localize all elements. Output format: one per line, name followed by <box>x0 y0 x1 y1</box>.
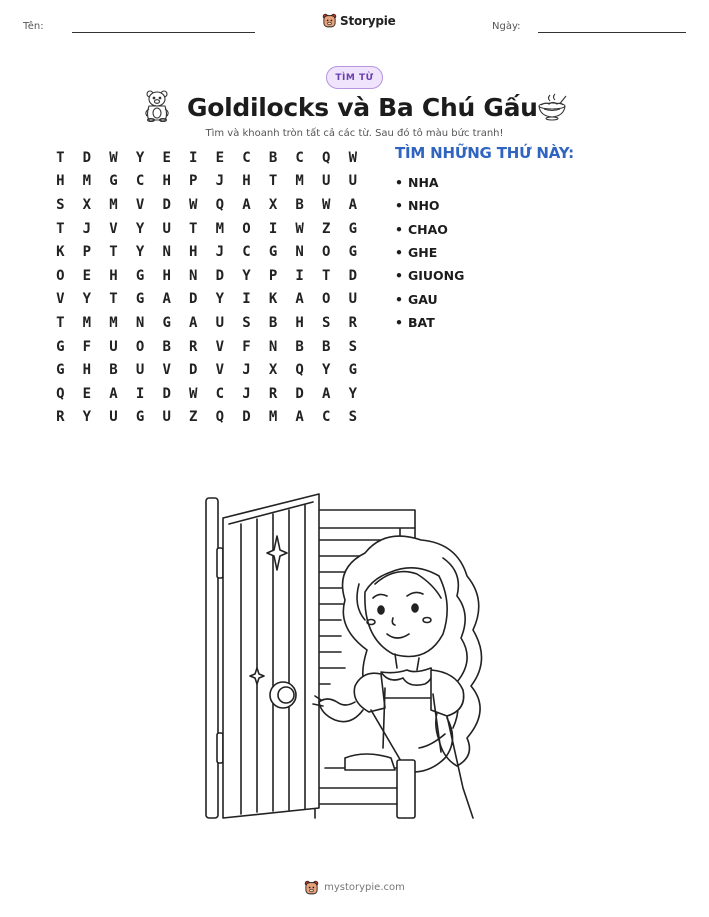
grid-cell[interactable]: X <box>268 362 278 379</box>
grid-cell[interactable]: W <box>189 196 198 213</box>
grid-cell[interactable]: O <box>56 267 65 284</box>
grid-cell[interactable]: C <box>135 173 145 190</box>
grid-cell[interactable]: T <box>268 173 278 190</box>
grid-cell[interactable]: Q <box>56 385 65 402</box>
grid-cell[interactable]: H <box>56 173 65 190</box>
grid-cell[interactable]: E <box>82 385 92 402</box>
grid-cell[interactable]: Q <box>215 196 225 213</box>
grid-cell[interactable]: M <box>215 220 225 237</box>
grid-cell[interactable]: M <box>109 314 118 331</box>
grid-cell[interactable]: V <box>56 291 65 308</box>
grid-cell[interactable]: V <box>215 362 225 379</box>
bullet: • <box>395 175 403 191</box>
grid-cell[interactable]: V <box>109 220 118 237</box>
grid-cell[interactable]: A <box>109 385 118 402</box>
grid-cell[interactable]: S <box>56 196 65 213</box>
girl-opening-door-illustration <box>195 488 515 828</box>
title-row <box>0 89 709 129</box>
word-text: NHO <box>408 198 440 214</box>
grid-cell[interactable]: H <box>242 173 251 190</box>
grid-cell[interactable]: B <box>268 314 278 331</box>
grid-cell[interactable]: W <box>109 149 118 166</box>
grid-cell[interactable]: S <box>242 314 251 331</box>
grid-cell[interactable]: B <box>295 338 304 355</box>
grid-cell[interactable]: J <box>242 362 251 379</box>
grid-cell[interactable]: W <box>295 220 304 237</box>
grid-cell[interactable]: F <box>242 338 251 355</box>
word-list-item <box>395 264 655 287</box>
grid-cell[interactable]: C <box>242 244 251 261</box>
grid-cell[interactable]: U <box>109 338 118 355</box>
name-field-line[interactable] <box>72 32 255 33</box>
grid-cell[interactable]: W <box>322 196 331 213</box>
grid-cell[interactable]: D <box>162 385 171 402</box>
grid-cell[interactable]: A <box>295 409 304 426</box>
grid-cell[interactable]: E <box>215 149 225 166</box>
grid-cell[interactable]: G <box>135 291 145 308</box>
grid-cell[interactable]: M <box>295 173 304 190</box>
word-search-grid[interactable] <box>47 146 366 429</box>
grid-cell[interactable]: X <box>268 196 278 213</box>
grid-cell[interactable]: R <box>268 385 278 402</box>
grid-cell[interactable]: H <box>162 267 171 284</box>
grid-cell[interactable]: N <box>189 267 198 284</box>
word-list-item <box>395 287 655 310</box>
grid-cell[interactable]: R <box>189 338 198 355</box>
grid-cell[interactable]: O <box>242 220 251 237</box>
grid-cell[interactable]: G <box>162 314 171 331</box>
word-list-panel <box>395 144 655 334</box>
grid-cell[interactable]: S <box>322 314 331 331</box>
grid-cell[interactable]: I <box>242 291 251 308</box>
grid-cell[interactable]: N <box>268 338 278 355</box>
page-title: Goldilocks và Ba Chú Gấu <box>187 93 538 122</box>
grid-cell[interactable]: U <box>348 173 358 190</box>
worksheet-type-badge: TÌM TỪ <box>326 66 383 89</box>
grid-cell[interactable]: D <box>348 267 358 284</box>
grid-cell[interactable]: J <box>242 385 251 402</box>
grid-cell[interactable]: Y <box>242 267 251 284</box>
storypie-logo-icon <box>322 13 337 28</box>
grid-cell[interactable]: T <box>322 267 331 284</box>
grid-cell[interactable]: A <box>295 291 304 308</box>
grid-cell[interactable]: H <box>162 173 171 190</box>
grid-cell[interactable]: I <box>268 220 278 237</box>
grid-cell[interactable]: A <box>242 196 251 213</box>
grid-cell[interactable]: H <box>189 244 198 261</box>
grid-cell[interactable]: D <box>189 291 198 308</box>
grid-cell[interactable]: K <box>56 244 65 261</box>
instructions: Tìm và khoanh tròn tất cả các từ. Sau đó tô màu bức tranh! <box>205 128 504 139</box>
grid-cell[interactable]: Y <box>135 244 145 261</box>
grid-cell[interactable]: G <box>135 409 145 426</box>
grid-cell[interactable]: P <box>82 244 92 261</box>
grid-cell[interactable]: I <box>295 267 304 284</box>
grid-cell[interactable]: E <box>82 267 92 284</box>
grid-cell[interactable]: T <box>56 220 65 237</box>
bullet: • <box>395 268 403 284</box>
word-text: GIUONG <box>408 268 465 284</box>
grid-cell[interactable]: U <box>135 362 145 379</box>
word-text: BAT <box>408 314 435 330</box>
grid-cell[interactable]: C <box>295 149 304 166</box>
grid-cell[interactable]: C <box>242 149 251 166</box>
grid-cell[interactable]: U <box>322 173 331 190</box>
grid-cell[interactable]: O <box>322 291 331 308</box>
grid-cell[interactable]: G <box>109 173 118 190</box>
grid-cell[interactable]: T <box>189 220 198 237</box>
grid-cell[interactable]: T <box>56 314 65 331</box>
bear-icon <box>142 89 172 122</box>
grid-cell[interactable]: U <box>109 409 118 426</box>
name-label: Tên: <box>23 21 44 32</box>
storypie-logo-icon <box>304 880 319 895</box>
grid-cell[interactable]: T <box>56 149 65 166</box>
grid-cell[interactable]: B <box>268 149 278 166</box>
grid-cell[interactable]: D <box>242 409 251 426</box>
grid-cell[interactable]: V <box>135 196 145 213</box>
grid-cell[interactable]: Y <box>135 149 145 166</box>
grid-cell[interactable]: V <box>162 362 171 379</box>
grid-cell[interactable]: N <box>135 314 145 331</box>
grid-cell[interactable]: R <box>348 314 358 331</box>
grid-cell[interactable]: H <box>295 314 304 331</box>
grid-cell[interactable]: U <box>348 291 358 308</box>
bullet: • <box>395 221 403 237</box>
page-footer <box>0 880 709 895</box>
brand-name: Storypie <box>340 13 396 28</box>
grid-cell[interactable]: J <box>215 244 225 261</box>
grid-cell[interactable]: A <box>162 291 171 308</box>
grid-cell[interactable]: G <box>348 362 358 379</box>
word-list <box>395 171 655 334</box>
bullet: • <box>395 291 403 307</box>
word-list-item <box>395 194 655 217</box>
grid-cell[interactable]: G <box>56 362 65 379</box>
word-list-title: TÌM NHỮNG THỨ NÀY: <box>395 144 574 162</box>
grid-cell[interactable]: Q <box>295 362 304 379</box>
page-header <box>0 0 709 50</box>
grid-cell[interactable]: U <box>162 409 171 426</box>
grid-cell[interactable]: C <box>215 385 225 402</box>
grid-cell[interactable]: M <box>268 409 278 426</box>
grid-cell[interactable]: A <box>348 196 358 213</box>
grid-cell[interactable]: Q <box>215 409 225 426</box>
grid-cell[interactable]: V <box>215 338 225 355</box>
grid-cell[interactable]: Y <box>82 409 92 426</box>
porridge-bowl-icon <box>536 91 568 121</box>
grid-cell[interactable]: J <box>82 220 92 237</box>
grid-cell[interactable]: W <box>189 385 198 402</box>
word-list-item <box>395 218 655 241</box>
grid-cell[interactable]: F <box>82 338 92 355</box>
grid-cell[interactable]: W <box>348 149 358 166</box>
grid-cell[interactable]: N <box>162 244 171 261</box>
grid-cell[interactable]: G <box>135 267 145 284</box>
grid-cell[interactable]: Y <box>82 291 92 308</box>
grid-cell[interactable]: K <box>268 291 278 308</box>
grid-cell[interactable]: Z <box>322 220 331 237</box>
grid-cell[interactable]: C <box>322 409 331 426</box>
grid-cell[interactable]: S <box>348 409 358 426</box>
grid-cell[interactable]: B <box>162 338 171 355</box>
grid-cell[interactable]: G <box>348 220 358 237</box>
grid-cell[interactable]: S <box>348 338 358 355</box>
grid-cell[interactable]: A <box>189 314 198 331</box>
grid-cell[interactable]: D <box>189 362 198 379</box>
word-text: GHE <box>408 245 438 261</box>
grid-cell[interactable]: B <box>295 196 304 213</box>
grid-cell[interactable]: B <box>109 362 118 379</box>
grid-cell[interactable]: N <box>295 244 304 261</box>
grid-cell[interactable]: M <box>82 314 92 331</box>
grid-cell[interactable]: I <box>135 385 145 402</box>
grid-cell[interactable]: O <box>135 338 145 355</box>
grid-cell[interactable]: Q <box>322 149 331 166</box>
grid-cell[interactable]: M <box>109 196 118 213</box>
grid-cell[interactable]: D <box>162 196 171 213</box>
date-field-line[interactable] <box>538 32 686 33</box>
grid-cell[interactable]: I <box>189 149 198 166</box>
grid-cell[interactable]: O <box>322 244 331 261</box>
word-text: NHA <box>408 175 439 191</box>
grid-cell[interactable]: T <box>109 244 118 261</box>
grid-cell[interactable]: Y <box>348 385 358 402</box>
word-list-item <box>395 241 655 264</box>
grid-cell[interactable]: R <box>56 409 65 426</box>
grid-cell[interactable]: J <box>215 173 225 190</box>
grid-cell[interactable]: D <box>82 149 92 166</box>
word-list-item <box>395 171 655 194</box>
word-text: CHAO <box>408 221 448 237</box>
grid-cell[interactable]: U <box>215 314 225 331</box>
grid-cell[interactable]: D <box>215 267 225 284</box>
grid-cell[interactable]: D <box>295 385 304 402</box>
grid-cell[interactable]: M <box>82 173 92 190</box>
grid-cell[interactable]: P <box>268 267 278 284</box>
grid-cell[interactable]: Y <box>322 362 331 379</box>
grid-cell[interactable]: A <box>322 385 331 402</box>
date-label: Ngày: <box>492 21 521 32</box>
word-list-item <box>395 311 655 334</box>
brand <box>322 13 396 28</box>
footer-url[interactable]: mystorypie.com <box>324 882 405 893</box>
grid-cell[interactable]: G <box>268 244 278 261</box>
grid-cell[interactable]: E <box>162 149 171 166</box>
grid-cell[interactable]: H <box>109 267 118 284</box>
grid-cell[interactable]: Y <box>135 220 145 237</box>
grid-cell[interactable]: B <box>322 338 331 355</box>
grid-cell[interactable]: X <box>82 196 92 213</box>
grid-cell[interactable]: H <box>82 362 92 379</box>
grid-cell[interactable]: P <box>189 173 198 190</box>
bullet: • <box>395 245 403 261</box>
grid-cell[interactable]: G <box>348 244 358 261</box>
bullet: • <box>395 198 403 214</box>
grid-cell[interactable]: Z <box>189 409 198 426</box>
grid-cell[interactable]: G <box>56 338 65 355</box>
grid-cell[interactable]: Y <box>215 291 225 308</box>
grid-cell[interactable]: U <box>162 220 171 237</box>
grid-cell[interactable]: T <box>109 291 118 308</box>
word-text: GAU <box>408 291 438 307</box>
bullet: • <box>395 314 403 330</box>
